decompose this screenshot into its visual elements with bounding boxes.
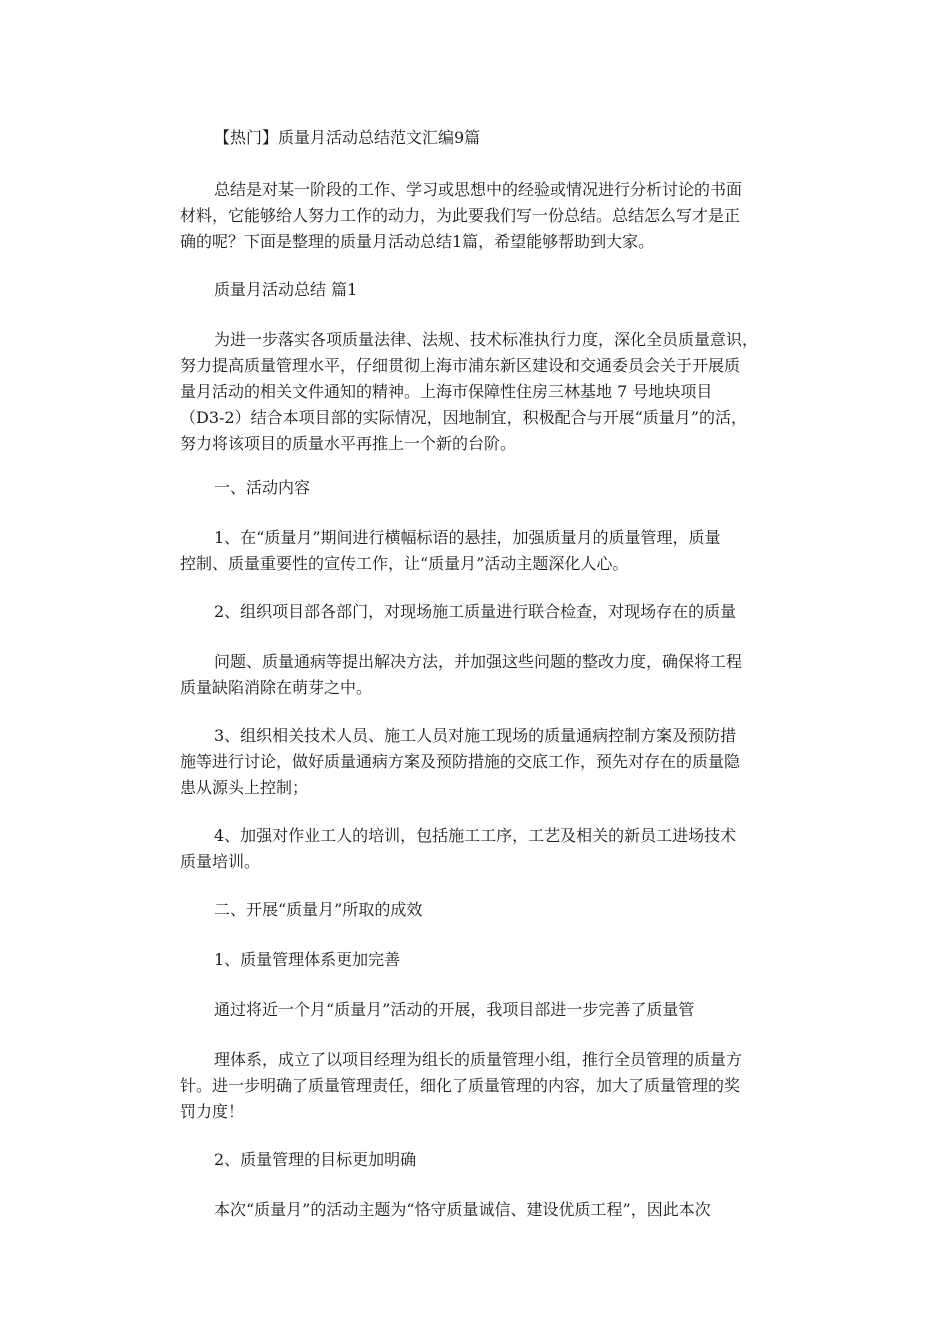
- heading-one: 一、活动内容: [214, 478, 311, 497]
- sub2-heading: 2、质量管理的目标更加明确: [214, 1150, 417, 1169]
- item2-line: 2、组织项目部各部门，对现场施工质量进行联合检查，对现场存在的质量: [214, 602, 737, 621]
- sub1-para-line: 通过将近一个月“质量月”活动的开展，我项目部进一步完善了质量管: [214, 1000, 695, 1019]
- item3-line-2: 施等进行讨论，做好质量通病方案及预防措施的交底工作，预先对存在的质量隐: [180, 752, 741, 771]
- section-heading: 质量月活动总结 篇1: [214, 280, 358, 299]
- para1-line-5: 努力将该项目的质量水平再推上一个新的台阶。: [180, 434, 517, 453]
- item3-line-1: 3、组织相关技术人员、施工人员对施工现场的质量通病控制方案及预防措: [214, 726, 737, 745]
- item4-line-1: 4、加强对作业工人的培训，包括施工工序，工艺及相关的新员工进场技术: [214, 826, 737, 845]
- intro-line-1: 总结是对某一阶段的工作、学习或思想中的经验或情况进行分析讨论的书面: [214, 180, 743, 199]
- sub1-cont-line-2: 针。进一步明确了质量管理责任，细化了质量管理的内容，加大了质量管理的奖: [180, 1076, 741, 1095]
- item2-cont-line-2: 质量缺陷消除在萌芽之中。: [180, 678, 373, 697]
- item2-cont-line-1: 问题、质量通病等提出解决方法，并加强这些问题的整改力度，确保将工程: [214, 652, 743, 671]
- sub2-para-line: 本次“质量月”的活动主题为“恪守质量诚信、建设优质工程”，因此本次: [214, 1200, 711, 1219]
- item1-line-2: 控制、质量重要性的宣传工作，让“质量月”活动主题深化人心。: [180, 554, 629, 573]
- item4-line-2: 质量培训。: [180, 852, 261, 871]
- item3-line-3: 患从源头上控制；: [180, 778, 309, 797]
- sub1-cont-line-3: 罚力度！: [180, 1102, 245, 1121]
- heading-two: 二、开展“质量月”所取的成效: [214, 900, 423, 919]
- intro-line-2: 材料，它能够给人努力工作的动力，为此要我们写一份总结。总结怎么写才是正: [180, 206, 741, 225]
- item1-line-1: 1、在“质量月”期间进行横幅标语的悬挂，加强质量月的质量管理，质量: [214, 528, 721, 547]
- sub1-cont-line-1: 理体系，成立了以项目经理为组长的质量管理小组，推行全员管理的质量方: [214, 1050, 743, 1069]
- para1-line-4: （D3-2）结合本项目部的实际情况，因地制宜，积极配合与开展“质量月”的活，: [180, 408, 747, 427]
- para1-line-1: 为进一步落实各项质量法律、法规、技术标准执行力度，深化全员质量意识，: [214, 330, 759, 349]
- para1-line-2: 努力提高质量管理水平，仔细贯彻上海市浦东新区建设和交通委员会关于开展质: [180, 356, 741, 375]
- intro-line-3: 确的呢？下面是整理的质量月活动总结1篇，希望能够帮助到大家。: [180, 232, 655, 251]
- sub1-heading: 1、质量管理体系更加完善: [214, 950, 401, 969]
- para1-line-3: 量月活动的相关文件通知的精神。上海市保障性住房三林基地 7 号地块项目: [180, 382, 713, 401]
- document-title: 【热门】质量月活动总结范文汇编9篇: [214, 128, 481, 147]
